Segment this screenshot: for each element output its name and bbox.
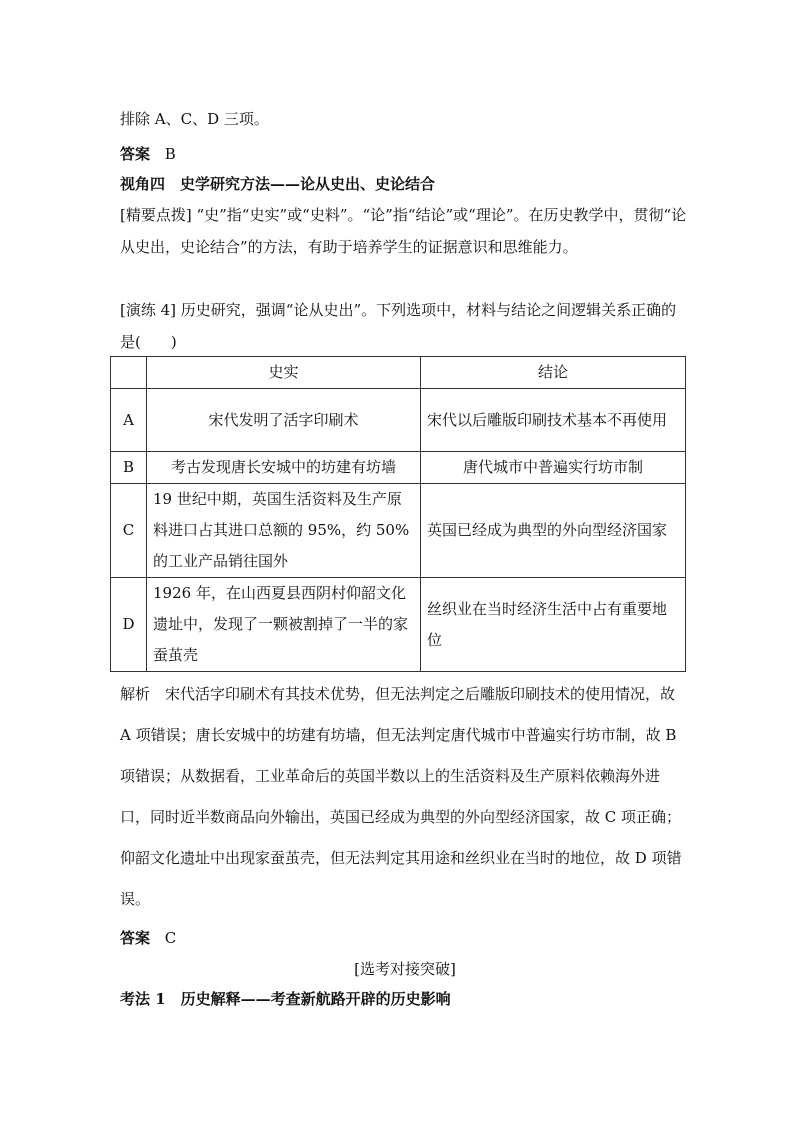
yanlian-paragraph: [演练 4] 历史研究，强调“论从史出”。下列选项中，材料与结论之间逻辑关系正确的是( ): [120, 301, 677, 351]
conclusion-cell: 丝织业在当时经济生活中占有重要地位: [421, 578, 686, 672]
row-label: A: [111, 389, 147, 452]
section-title: 视角四 史学研究方法——论从史出、史论结合: [120, 175, 436, 193]
table-row: [111, 484, 686, 578]
answer-line: [120, 922, 690, 954]
kaofa-heading: 考法 1 历史解释——考查新航路开辟的历史影响: [120, 990, 451, 1008]
answer-value: B: [164, 145, 176, 163]
table-row: [111, 452, 686, 484]
answer-label: 答案: [120, 929, 151, 947]
answer-line: [120, 138, 690, 170]
jingyao-paragraph: [精要点拨] “史”指“史实”或“史料”。“论”指“结论”或“理论”。在历史教学中，贯彻“论从史出，史论结合”的方法，有助于培养学生的证据意识和思维能力。: [120, 206, 687, 256]
answer-label: 答案: [120, 145, 151, 163]
table-header-cell: 史实: [147, 357, 421, 389]
conclusion-cell: 英国已经成为典型的外向型经济国家: [421, 484, 686, 578]
row-label: C: [111, 484, 147, 578]
fact-cell: 宋代发明了活字印刷术: [147, 389, 421, 452]
answer-value: C: [164, 929, 177, 947]
table-row: [111, 578, 686, 672]
analysis-paragraph: 解析 宋代活字印刷术有其技术优势，但无法判定之后雕版印刷技术的使用情况，故 A 项错误；唐长安城中的坊建有坊墙，但无法判定唐代城市中普遍实行坊市制，故 B 项错误；从数据看，工业革命后的英国半数以上的生活资料及生产原料依赖海外进口，同时近半数商品向外输出，英国已经成为典型的外向型经济国家，故 C 项正确；仰韶文化遗址中出现家蚕茧壳，但无法判定其用途和丝织业在当时的地位，故 D 项错误。: [120, 685, 682, 908]
conclusion-cell: 唐代城市中普遍实行坊市制: [421, 452, 686, 484]
text-line: 排除 A、C、D 三项。: [120, 110, 269, 128]
table-header-row: [111, 357, 686, 389]
fact-cell: 1926 年，在山西夏县西阴村仰韶文化遗址中，发现了一颗被割掉了一半的家蚕茧壳: [147, 578, 421, 672]
row-label: B: [111, 452, 147, 484]
fact-cell: 考古发现唐长安城中的坊建有坊墙: [147, 452, 421, 484]
history-table: [110, 356, 686, 672]
conclusion-cell: 宋代以后雕版印刷技术基本不再使用: [421, 389, 686, 452]
section-subheading: [选考对接突破]: [354, 960, 456, 978]
table-header-cell: 结论: [421, 357, 686, 389]
table-row: [111, 389, 686, 452]
fact-cell: 19 世纪中期，英国生活资料及生产原料进口占其进口总额的 95%，约 50%的工业产品销往国外: [147, 484, 421, 578]
table-header-cell: [111, 357, 147, 389]
row-label: D: [111, 578, 147, 672]
